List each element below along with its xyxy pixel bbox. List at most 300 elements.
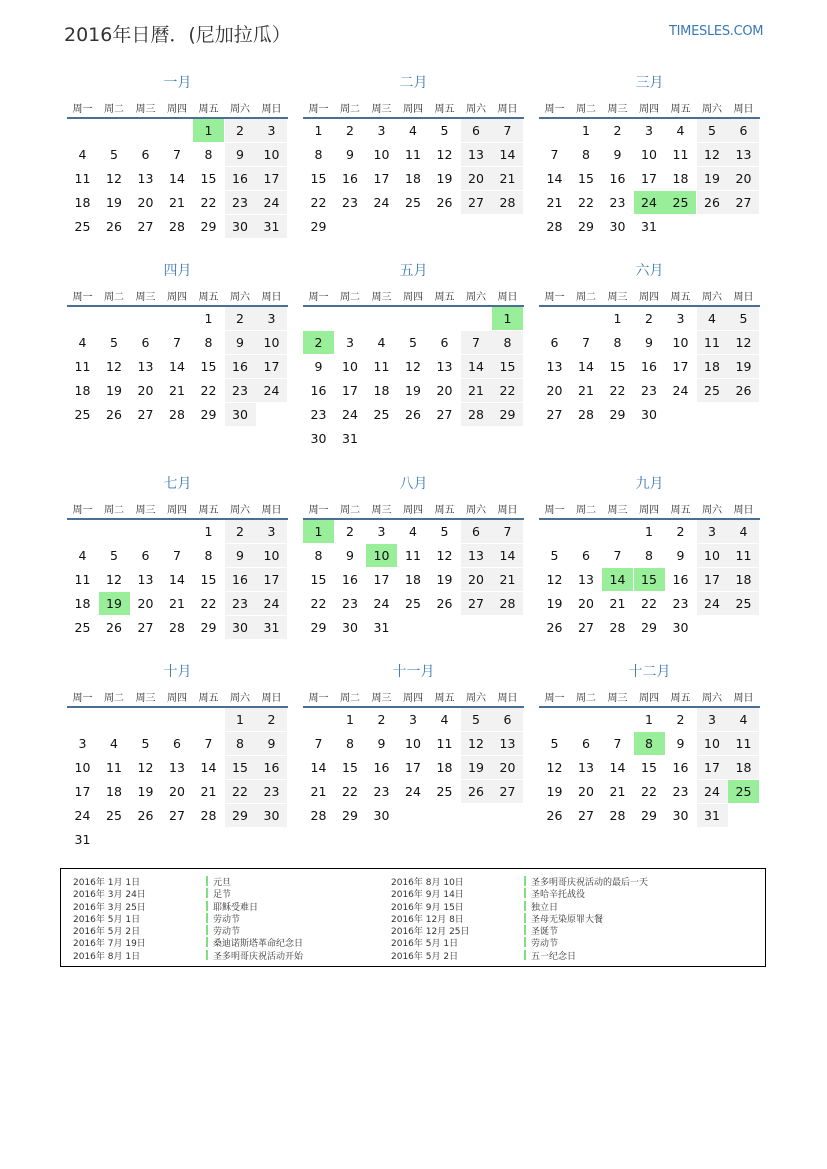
weekday-label: 周一: [72, 693, 93, 704]
day-cell: 4: [377, 335, 386, 350]
weekday-label: 周四: [403, 505, 423, 516]
day-cell: 24: [256, 592, 287, 615]
weekday-label: 周一: [544, 104, 565, 115]
day-cell: 23: [373, 784, 390, 799]
day-cell: 21: [169, 195, 185, 210]
day-cell: 9: [645, 335, 653, 350]
weekday-label: 周日: [733, 693, 754, 704]
day-cell: 8: [204, 147, 213, 162]
holiday-marker: [524, 950, 526, 960]
day-cell: 4: [676, 123, 685, 138]
weekday-label: 周六: [230, 693, 250, 704]
day-cell: 17: [697, 568, 728, 591]
day-cell: 6: [141, 335, 150, 350]
day-cell: 25: [405, 596, 421, 611]
day-cell: 9: [346, 147, 354, 162]
day-cell: 25: [697, 379, 728, 402]
day-cell: 10: [256, 143, 287, 166]
day-cell: 29: [578, 219, 594, 234]
day-cell: 1: [346, 712, 354, 727]
day-cell: 30: [641, 407, 657, 422]
day-cell: 14: [492, 143, 523, 166]
day-cell: 20: [578, 784, 594, 799]
day-cell: 12: [697, 143, 728, 166]
day-cell: 15: [225, 756, 256, 779]
holiday-date: 2016年 8月 10日: [391, 878, 464, 888]
day-cell: 4: [728, 520, 759, 543]
day-cell: 14: [546, 171, 563, 186]
day-cell: 23: [310, 407, 327, 422]
day-cell: 11: [106, 760, 122, 775]
day-cell: 14: [602, 568, 633, 591]
weekday-label: 周六: [702, 104, 722, 115]
holiday-date: 2016年 3月 24日: [73, 890, 146, 901]
holiday-marker: [524, 901, 526, 911]
day-cell: 28: [169, 219, 185, 234]
day-cell: 27: [578, 808, 594, 823]
day-cell: 17: [373, 572, 390, 587]
day-cell: 8: [634, 732, 665, 755]
day-cell: 21: [546, 195, 563, 210]
day-cell: 12: [137, 760, 154, 775]
day-cell: 2: [377, 712, 386, 727]
day-cell: 26: [106, 407, 122, 422]
weekday-label: 周一: [308, 693, 329, 704]
day-cell: 23: [225, 379, 256, 402]
day-cell: 26: [137, 808, 154, 823]
holiday-name: 圣多明哥庆祝活动的最后一天: [531, 878, 649, 888]
day-cell: 3: [676, 311, 685, 326]
weekday-label: 周一: [544, 505, 565, 516]
holiday-marker: [206, 888, 208, 898]
weekday-label: 周日: [497, 693, 518, 704]
day-cell: 13: [728, 143, 759, 166]
day-cell: 21: [578, 383, 594, 398]
day-cell: 21: [169, 383, 185, 398]
day-cell: 2: [346, 123, 354, 138]
day-cell: 23: [672, 596, 689, 611]
day-cell: 9: [225, 143, 256, 166]
day-cell: 24: [697, 780, 728, 803]
day-cell: 16: [609, 171, 626, 186]
day-cell: 5: [728, 307, 759, 330]
day-cell: 7: [613, 736, 622, 751]
day-cell: 14: [461, 355, 492, 378]
day-cell: 4: [409, 524, 417, 539]
day-cell: 13: [546, 359, 563, 374]
holiday-date: 2016年 12月 8日: [391, 914, 464, 925]
weekday-label: 周六: [466, 104, 486, 115]
weekday-label: 周五: [434, 693, 455, 704]
weekday-label: 周五: [434, 104, 455, 115]
day-cell: 7: [582, 335, 590, 350]
day-cell: 8: [346, 736, 354, 751]
day-cell: 22: [225, 780, 256, 803]
weekday-label: 周一: [308, 104, 329, 115]
weekday-label: 周四: [167, 104, 187, 115]
weekday-label: 周四: [167, 505, 187, 516]
day-cell: 19: [106, 383, 122, 398]
month-name: 十一月: [392, 664, 435, 680]
day-cell: 11: [74, 359, 91, 374]
day-cell: 8: [645, 548, 653, 563]
holiday-name: 圣诞节: [531, 927, 559, 938]
day-cell: 7: [173, 147, 181, 162]
day-cell: 22: [492, 379, 523, 402]
day-cell: 11: [405, 147, 421, 162]
day-cell: 28: [546, 219, 563, 234]
day-cell: 22: [578, 195, 594, 210]
month-name: 四月: [163, 263, 192, 279]
day-cell: 15: [310, 171, 327, 186]
day-cell: 1: [225, 708, 256, 731]
day-cell: 12: [436, 147, 453, 162]
holiday-marker: [524, 913, 526, 923]
day-cell: 7: [550, 147, 559, 162]
weekday-label: 周六: [230, 505, 250, 516]
day-cell: 22: [641, 784, 657, 799]
weekday-label: 周四: [639, 693, 659, 704]
day-cell: 17: [641, 171, 657, 186]
day-cell: 9: [613, 147, 622, 162]
day-cell: 20: [137, 596, 154, 611]
day-cell: 26: [436, 195, 453, 210]
day-cell: 25: [728, 780, 759, 803]
weekday-label: 周四: [639, 292, 659, 303]
day-cell: 17: [672, 359, 689, 374]
day-cell: 17: [256, 568, 287, 591]
weekday-label: 周二: [576, 292, 596, 303]
day-cell: 26: [546, 620, 563, 635]
holiday-marker: [524, 876, 526, 886]
weekday-label: 周日: [733, 104, 754, 115]
day-cell: 16: [225, 167, 256, 190]
day-cell: 16: [641, 359, 657, 374]
day-cell: 19: [99, 592, 130, 615]
day-cell: 28: [169, 407, 185, 422]
weekday-label: 周日: [497, 505, 518, 516]
day-cell: 24: [373, 195, 390, 210]
day-cell: 2: [256, 708, 287, 731]
day-cell: 12: [728, 331, 759, 354]
day-cell: 14: [169, 171, 185, 186]
month-name: 三月: [635, 75, 664, 91]
day-cell: 25: [405, 195, 421, 210]
day-cell: 1: [645, 712, 653, 727]
day-cell: 7: [204, 736, 213, 751]
day-cell: 7: [613, 548, 622, 563]
day-cell: 6: [728, 119, 759, 142]
weekday-label: 周日: [733, 505, 754, 516]
holiday-marker: [206, 925, 208, 935]
day-cell: 11: [728, 544, 759, 567]
day-cell: 13: [492, 732, 523, 755]
weekday-label: 周六: [702, 693, 722, 704]
weekday-label: 周二: [340, 292, 360, 303]
weekday-label: 周日: [497, 104, 518, 115]
day-cell: 10: [672, 335, 689, 350]
day-cell: 22: [310, 596, 327, 611]
day-cell: 29: [641, 808, 657, 823]
day-cell: 1: [204, 524, 213, 539]
day-cell: 3: [78, 736, 87, 751]
day-cell: 24: [342, 407, 358, 422]
day-cell: 25: [74, 219, 91, 234]
day-cell: 30: [373, 808, 390, 823]
day-cell: 8: [613, 335, 622, 350]
day-cell: 30: [225, 215, 256, 238]
day-cell: 13: [137, 171, 154, 186]
month-name: 二月: [399, 75, 428, 91]
month-name: 五月: [399, 263, 428, 279]
weekday-label: 周二: [340, 505, 360, 516]
day-cell: 28: [578, 407, 594, 422]
holiday-date: 2016年 5月 2日: [73, 927, 141, 938]
weekday-label: 周六: [230, 292, 250, 303]
day-cell: 27: [137, 219, 154, 234]
day-cell: 19: [106, 195, 122, 210]
day-cell: 9: [225, 331, 256, 354]
day-cell: 2: [346, 524, 354, 539]
day-cell: 18: [405, 171, 421, 186]
day-cell: 16: [342, 572, 358, 587]
day-cell: 15: [200, 572, 217, 587]
day-cell: 20: [492, 756, 523, 779]
holiday-date: 2016年 9月 14日: [391, 890, 464, 901]
day-cell: 28: [461, 403, 492, 426]
day-cell: 12: [106, 359, 122, 374]
day-cell: 22: [310, 195, 327, 210]
day-cell: 22: [200, 383, 217, 398]
weekday-label: 周五: [670, 693, 691, 704]
weekday-label: 周三: [607, 104, 628, 115]
day-cell: 27: [728, 191, 759, 214]
day-cell: 8: [492, 331, 523, 354]
day-cell: 20: [137, 195, 154, 210]
day-cell: 23: [225, 191, 256, 214]
day-cell: 15: [578, 171, 594, 186]
month-name: 十月: [163, 664, 192, 680]
day-cell: 27: [578, 620, 594, 635]
day-cell: 27: [169, 808, 185, 823]
day-cell: 15: [609, 359, 626, 374]
day-cell: 10: [373, 147, 390, 162]
day-cell: 10: [697, 544, 728, 567]
day-cell: 27: [137, 407, 154, 422]
day-cell: 31: [256, 616, 287, 639]
month-name: 七月: [163, 476, 192, 492]
weekday-label: 周二: [576, 104, 596, 115]
holiday-name: 五一纪念日: [531, 951, 577, 962]
weekday-label: 周二: [576, 505, 596, 516]
month-name: 八月: [399, 476, 428, 492]
day-cell: 4: [110, 736, 118, 751]
day-cell: 3: [256, 307, 287, 330]
weekday-label: 周三: [607, 292, 628, 303]
day-cell: 25: [436, 784, 453, 799]
day-cell: 10: [256, 544, 287, 567]
day-cell: 21: [609, 784, 626, 799]
day-cell: 24: [405, 784, 421, 799]
day-cell: 23: [225, 592, 256, 615]
day-cell: 28: [492, 191, 523, 214]
weekday-label: 周六: [466, 292, 486, 303]
weekday-label: 周四: [403, 292, 423, 303]
day-cell: 4: [78, 335, 87, 350]
day-cell: 29: [310, 219, 327, 234]
day-cell: 8: [314, 548, 323, 563]
weekday-label: 周三: [371, 505, 392, 516]
day-cell: 12: [106, 572, 122, 587]
day-cell: 16: [342, 171, 358, 186]
day-cell: 4: [440, 712, 449, 727]
day-cell: 11: [672, 147, 689, 162]
holiday-date: 2016年 5月 1日: [391, 939, 459, 950]
day-cell: 18: [728, 568, 759, 591]
day-cell: 26: [405, 407, 421, 422]
day-cell: 10: [366, 544, 397, 567]
day-cell: 13: [436, 359, 453, 374]
day-cell: 1: [613, 311, 622, 326]
day-cell: 14: [310, 760, 327, 775]
holiday-name: 劳动节: [213, 927, 241, 938]
day-cell: 26: [106, 620, 122, 635]
day-cell: 3: [256, 520, 287, 543]
day-cell: 29: [609, 407, 626, 422]
day-cell: 26: [461, 780, 492, 803]
holiday-date: 2016年 5月 1日: [73, 914, 141, 925]
day-cell: 5: [110, 147, 118, 162]
day-cell: 29: [492, 403, 523, 426]
day-cell: 12: [436, 548, 453, 563]
day-cell: 19: [546, 596, 563, 611]
weekday-label: 周日: [497, 292, 518, 303]
day-cell: 25: [74, 620, 91, 635]
day-cell: 1: [492, 307, 523, 330]
weekday-label: 周四: [639, 104, 659, 115]
day-cell: 13: [137, 572, 154, 587]
holiday-name: 足节: [213, 890, 232, 901]
day-cell: 28: [310, 808, 327, 823]
weekday-label: 周五: [198, 505, 219, 516]
holiday-date: 2016年 12月 25日: [391, 927, 470, 938]
day-cell: 19: [461, 756, 492, 779]
day-cell: 19: [728, 355, 759, 378]
day-cell: 4: [697, 307, 728, 330]
day-cell: 18: [405, 572, 421, 587]
day-cell: 5: [440, 123, 449, 138]
day-cell: 21: [310, 784, 327, 799]
day-cell: 15: [310, 572, 327, 587]
weekday-label: 周五: [198, 292, 219, 303]
day-cell: 17: [74, 784, 91, 799]
day-cell: 3: [256, 119, 287, 142]
day-cell: 4: [409, 123, 417, 138]
day-cell: 30: [225, 616, 256, 639]
day-cell: 26: [728, 379, 759, 402]
day-cell: 22: [609, 383, 626, 398]
day-cell: 23: [342, 596, 358, 611]
day-cell: 31: [342, 431, 358, 446]
weekday-label: 周三: [135, 104, 156, 115]
holiday-list: [60, 868, 766, 967]
holiday-name: 劳动节: [531, 939, 559, 950]
holiday-marker: [206, 950, 208, 960]
day-cell: 21: [461, 379, 492, 402]
holiday-name: 圣母无染原罪大餐: [531, 914, 604, 925]
day-cell: 15: [492, 355, 523, 378]
day-cell: 14: [578, 359, 594, 374]
holiday-date: 2016年 8月 1日: [73, 951, 141, 962]
day-cell: 31: [697, 804, 728, 827]
day-cell: 1: [204, 311, 213, 326]
day-cell: 29: [342, 808, 358, 823]
holiday-name: 圣哈辛托战役: [531, 890, 586, 901]
day-cell: 3: [377, 123, 386, 138]
month-name: 一月: [163, 75, 192, 91]
day-cell: 5: [697, 119, 728, 142]
day-cell: 19: [697, 167, 728, 190]
day-cell: 5: [440, 524, 449, 539]
day-cell: 7: [492, 520, 523, 543]
day-cell: 5: [461, 708, 492, 731]
day-cell: 18: [672, 171, 689, 186]
day-cell: 11: [436, 736, 453, 751]
holiday-date: 2016年 7月 19日: [73, 939, 146, 950]
weekday-label: 周五: [434, 505, 455, 516]
day-cell: 16: [373, 760, 390, 775]
day-cell: 28: [609, 808, 626, 823]
day-cell: 17: [697, 756, 728, 779]
day-cell: 2: [225, 307, 256, 330]
day-cell: 30: [256, 804, 287, 827]
holiday-name: 圣多明哥庆祝活动开始: [213, 951, 304, 962]
day-cell: 3: [645, 123, 653, 138]
day-cell: 2: [676, 524, 685, 539]
weekday-label: 周一: [72, 505, 93, 516]
holiday-marker: [524, 925, 526, 935]
day-cell: 9: [314, 359, 323, 374]
day-cell: 24: [74, 808, 91, 823]
weekday-label: 周四: [403, 104, 423, 115]
day-cell: 18: [373, 383, 390, 398]
weekday-label: 周二: [340, 104, 360, 115]
day-cell: 26: [697, 191, 728, 214]
day-cell: 27: [546, 407, 563, 422]
day-cell: 18: [106, 784, 122, 799]
day-cell: 11: [405, 548, 421, 563]
weekday-label: 周一: [544, 292, 565, 303]
day-cell: 20: [728, 167, 759, 190]
day-cell: 11: [373, 359, 390, 374]
day-cell: 9: [377, 736, 386, 751]
day-cell: 7: [314, 736, 323, 751]
day-cell: 24: [697, 592, 728, 615]
day-cell: 20: [578, 596, 594, 611]
day-cell: 27: [461, 191, 492, 214]
day-cell: 25: [728, 592, 759, 615]
day-cell: 6: [461, 119, 492, 142]
day-cell: 5: [550, 736, 559, 751]
site-link[interactable]: TIMESLES.COM: [669, 24, 764, 39]
day-cell: 16: [672, 760, 689, 775]
day-cell: 31: [641, 219, 657, 234]
day-cell: 3: [697, 708, 728, 731]
holiday-date: 2016年 1月 1日: [73, 878, 141, 888]
day-cell: 8: [204, 548, 213, 563]
day-cell: 10: [342, 359, 358, 374]
day-cell: 5: [550, 548, 559, 563]
